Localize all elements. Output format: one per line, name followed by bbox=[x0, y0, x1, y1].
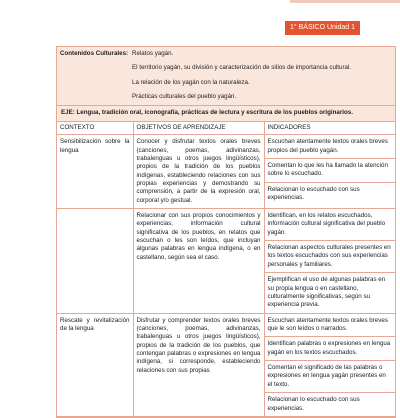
indicador-item: Relacionan aspectos culturales presentes en los textos escuchados con sus experiencias personales y familiares. bbox=[265, 241, 396, 273]
indicador-item: Identifican palabras o expresiones en lengua yagán en los textos escuchados. bbox=[265, 337, 396, 361]
contenido-item: La relación de los yagán con la naturaleza. bbox=[132, 78, 250, 86]
contenido-item: Prácticas culturales del pueblo yagán. bbox=[132, 93, 237, 101]
curriculum-document bbox=[56, 46, 396, 418]
indicador-item: Comentan el significado de las palabras o expresiones en lengua yagán presentes en el texto. bbox=[265, 361, 396, 393]
contexto-cell: Rescate y revitalización de la lengua bbox=[57, 313, 133, 416]
curriculum-table bbox=[57, 122, 395, 417]
contexto-cell: Sensibilización sobre la lengua bbox=[57, 135, 133, 209]
indicador-item: Relacionan lo escuchado con sus experiencias. bbox=[267, 185, 360, 201]
page-header bbox=[0, 0, 400, 37]
contenido-item: El territorio yagán, su división y caracterización de sitios de importancia cultural. bbox=[132, 64, 352, 72]
indicador-item: Comentan lo que les ha llamado la atención sobre lo escuchado. bbox=[265, 159, 396, 183]
objetivo-cell: Relacionar con sus propios conocimientos y experiencias, información cultural significativa de los pueblos, en relatos que escuchan o les son leídos, que incluyan algunas palabras en lengua indígena, o en castellano, según sea el caso. bbox=[133, 209, 264, 314]
eje-heading: EJE: Lengua, tradición oral, iconografía, prácticas de lectura y escritura de los pueblos originarios. bbox=[57, 106, 395, 121]
indicador-item: Relacionan lo escuchado con sus experiencias. bbox=[267, 396, 360, 412]
indicadores-cell bbox=[264, 313, 395, 416]
indicadores-cell bbox=[264, 209, 395, 314]
contenidos-culturales bbox=[57, 47, 395, 106]
indicador-item: Escuchan atentamente textos orales breves propios del pueblo yagán. bbox=[265, 135, 396, 159]
indicador-item: Identifican, en los relatos escuchados, información cultural significativa del pueblo yagán. bbox=[265, 209, 396, 241]
table-row bbox=[57, 209, 395, 314]
contenidos-label: Contenidos Culturales: bbox=[60, 50, 129, 57]
table-header-row bbox=[57, 122, 395, 135]
unit-tag: 1° BÁSICO Unidad 1 bbox=[285, 21, 360, 35]
header-contexto: CONTEXTO bbox=[57, 122, 133, 135]
objetivo-cell: Conocer y disfrutar textos orales breves (canciones, poemas, adivinanzas, trabalenguas u otros juegos lingüísticos), propios de la tradición de los pueblos indígenas, estableciendo relaciones con sus propias experiencias y demostrando su comprensión, a partir de la expresión oral, corporal y/o gestual. bbox=[133, 135, 264, 209]
header-indicadores: INDICADORES bbox=[264, 122, 395, 135]
table-row bbox=[57, 313, 395, 416]
header-objetivos: OBJETIVOS DE APRENDIZAJE bbox=[133, 122, 264, 135]
indicador-item: Escuchan atentamente textos orales breves que le son leídos o narrados. bbox=[265, 314, 396, 338]
header-stripe bbox=[290, 0, 400, 3]
indicadores-cell bbox=[264, 135, 395, 209]
indicador-item: Ejemplifican el uso de algunas palabras en su propia lengua o en castellano, culturalmente significativas, según su experiencia previa. bbox=[267, 276, 386, 309]
contenidos-first: Relatos yagán. bbox=[132, 50, 174, 57]
table-row bbox=[57, 135, 395, 209]
contexto-cell bbox=[57, 209, 133, 314]
objetivo-cell: Disfrutar y comprender textos orales breves (canciones, poemas, adivinanzas, trabalenguas u otros juegos lingüísticos), propios de la tradición de los pueblos, que contengan palabras o expresiones en lengua indígena, si corresponde, estableciendo relaciones con sus propias bbox=[133, 313, 264, 416]
